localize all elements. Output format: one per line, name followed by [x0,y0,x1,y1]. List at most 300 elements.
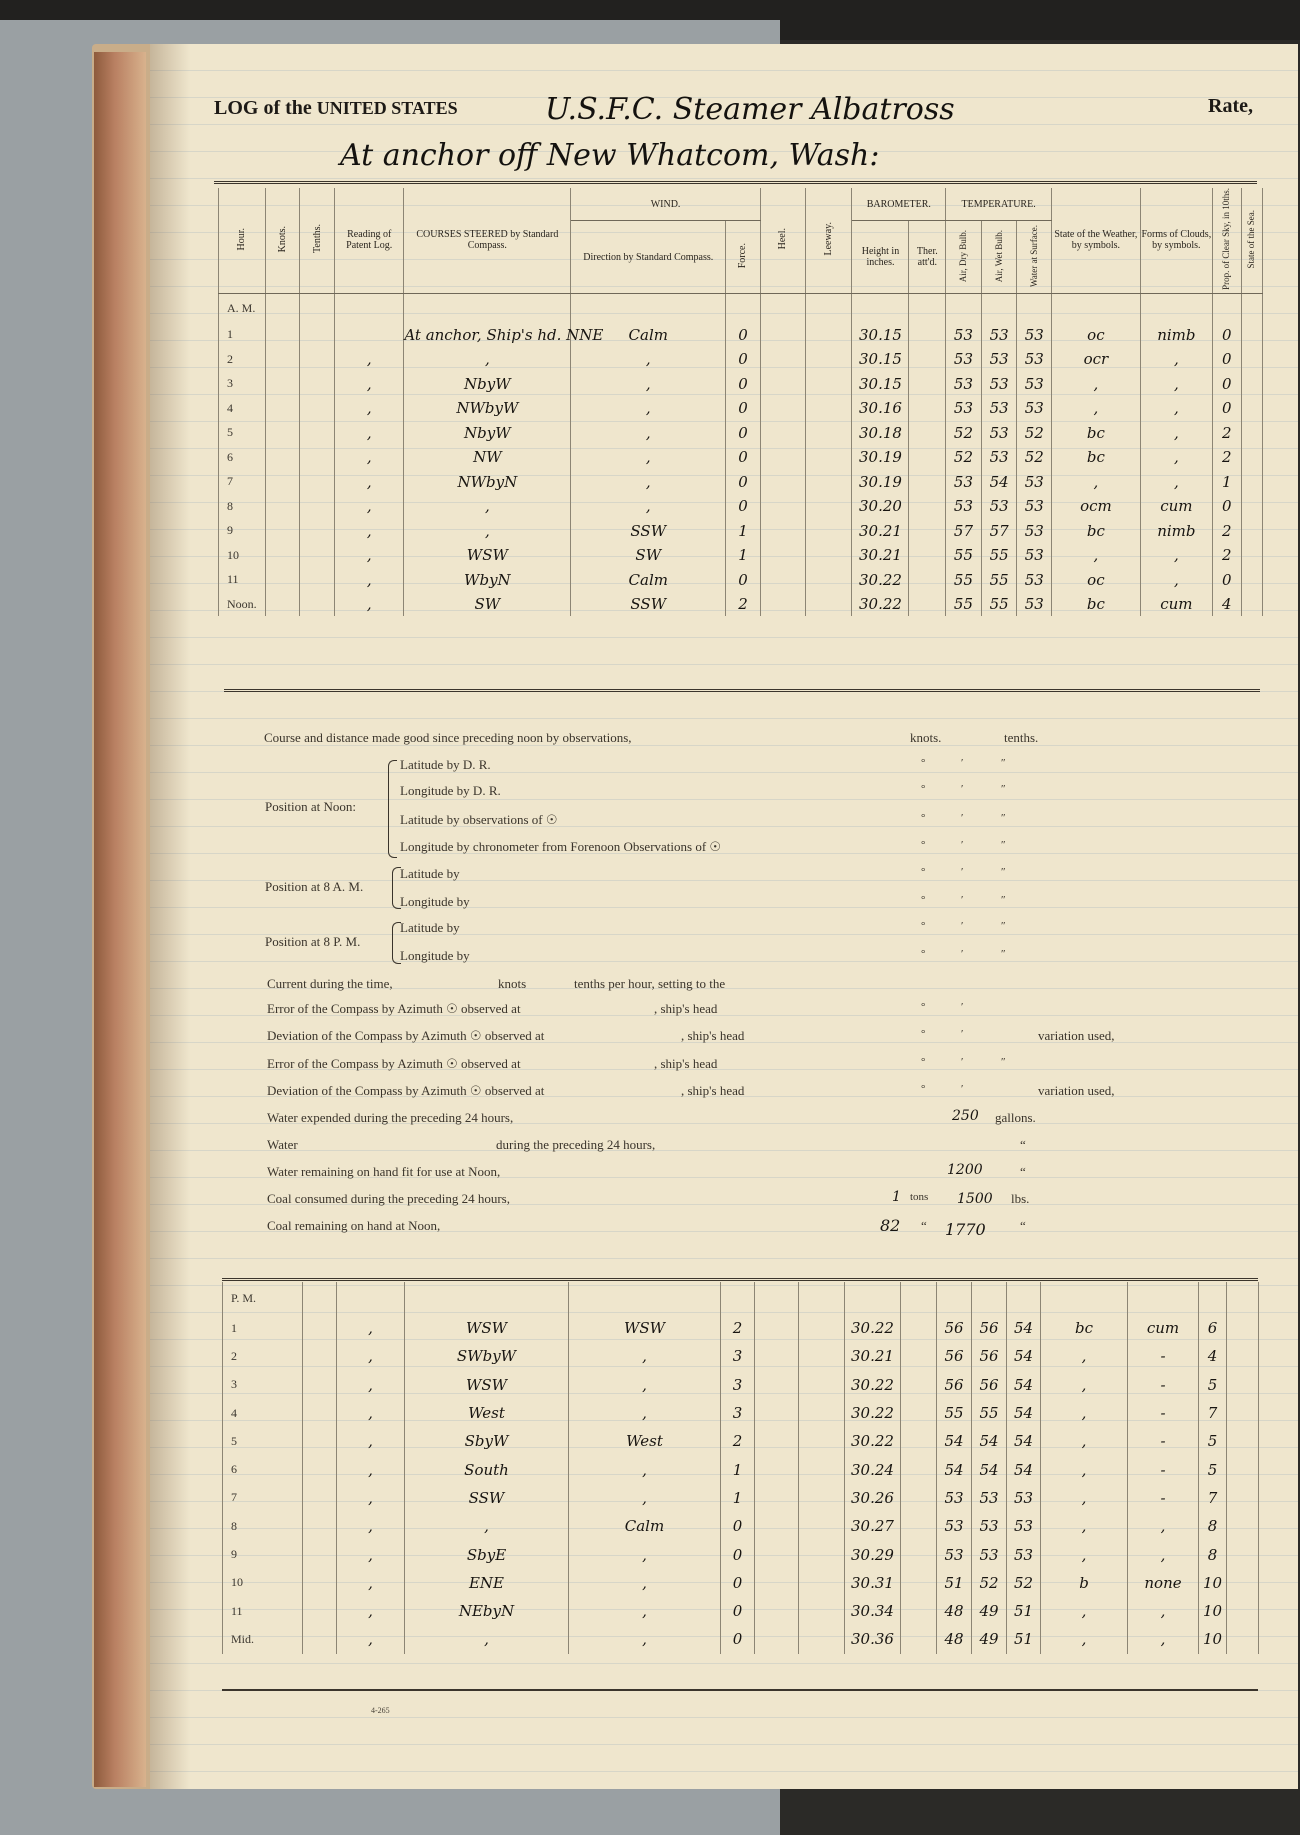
water-label: Water [267,1137,298,1152]
deg-mark: ° [921,839,926,851]
cell-log: , [335,592,404,617]
cell-clear: 0 [1213,567,1242,592]
deg-mark: ° [921,948,926,960]
current-knots: knots [498,976,527,991]
cell-log: , [335,567,404,592]
cell-clouds: none [1128,1569,1199,1597]
cell-hour: 11 [219,567,266,592]
cell-height: 30.18 [852,420,909,445]
latitude-obs: Latitude by observations of ☉ [400,812,558,827]
cell-force: 0 [726,420,761,445]
compass-deviation-1: Deviation of the Compass by Azimuth ☉ observed at [267,1028,545,1043]
deg-mark: ° [921,920,926,932]
cell-water: 53 [1017,518,1052,543]
cell-hour: 7 [223,1484,303,1512]
cell-wet: 57 [981,518,1017,543]
cell-clear: 4 [1213,592,1242,617]
cell-water: 53 [1017,347,1052,372]
deg-mark: ° [921,783,926,795]
cell-water: 53 [1017,592,1052,617]
log-row [219,396,1263,421]
cell-wind: , [569,1371,721,1399]
cell-log: , [337,1371,405,1399]
cell-weather: , [1041,1427,1128,1455]
cell-force: 3 [721,1342,755,1370]
cell-wet: 53 [981,494,1017,519]
cell-height: 30.15 [852,371,909,396]
cell-water: 51 [1007,1625,1041,1653]
cell-clouds: - [1128,1399,1199,1427]
cell-force: 0 [726,469,761,494]
cell-height: 30.16 [852,396,909,421]
cell-weather: oc [1052,567,1141,592]
cell-force: 1 [726,518,761,543]
cell-clouds: , [1140,371,1212,396]
cell-dry: 52 [946,445,982,470]
cell-force: 0 [721,1540,755,1568]
cell-wet: 53 [981,322,1017,347]
cell-height: 30.22 [852,567,909,592]
deg-mark: ° [921,1001,926,1013]
log-row [219,567,1263,592]
lbs-label: lbs. [1011,1191,1030,1206]
cell-hour: 2 [219,347,266,372]
cell-weather: oc [1052,322,1141,347]
cell-clouds: , [1128,1597,1199,1625]
cell-dry: 53 [946,322,982,347]
cell-course: South [405,1455,569,1483]
cell-height: 30.19 [852,469,909,494]
cell-course: NbyW [404,420,571,445]
cell-weather: , [1052,396,1141,421]
water-expended-value: 250 [952,1108,979,1124]
cell-hour: 7 [219,469,266,494]
cell-water: 52 [1017,420,1052,445]
cell-dry: 53 [946,396,982,421]
cell-hour: 11 [223,1597,303,1625]
cell-log: , [335,494,404,519]
cell-water: 54 [1007,1371,1041,1399]
cell-height: 30.21 [852,543,909,568]
sec-mark: ″ [1001,783,1006,795]
cell-force: 1 [721,1455,755,1483]
log-title: LOG of the UNITED STATES [214,97,458,119]
cell-wind: , [571,469,726,494]
cell-wind: , [571,445,726,470]
pm-log-rows [223,1282,1259,1654]
sec-mark: ″ [1001,948,1006,960]
ditto-mark: “ [1020,1218,1026,1233]
cell-clear: 5 [1199,1427,1227,1455]
cell-clear: 0 [1213,371,1242,396]
variation-2: variation used, [1038,1083,1115,1098]
log-row [223,1455,1259,1483]
cell-hour: 9 [219,518,266,543]
log-row [219,494,1263,519]
log-row [223,1597,1259,1625]
cell-wet: 53 [972,1512,1007,1540]
ships-head-4: , ship's head [681,1083,745,1098]
cell-water: 52 [1007,1569,1041,1597]
cell-dry: 48 [937,1625,972,1653]
min-mark: ′ [961,1056,964,1068]
book-spine [94,52,146,1787]
cell-wet: 55 [981,567,1017,592]
longitude-8pm: Longitude by [400,948,470,963]
cell-height: 30.34 [845,1597,901,1625]
pm-log-table [222,1282,1259,1654]
form-number: 4-265 [371,1706,390,1715]
cell-course: NbyW [404,371,571,396]
cell-clear: 1 [1213,469,1242,494]
cell-water: 54 [1007,1399,1041,1427]
cell-dry: 51 [937,1569,972,1597]
cell-water: 53 [1007,1484,1041,1512]
min-mark: ′ [961,783,964,795]
compass-deviation-2: Deviation of the Compass by Azimuth ☉ observed at [267,1083,545,1098]
sec-mark: ″ [1001,894,1006,906]
log-row [219,322,1263,347]
cell-clear: 2 [1213,543,1242,568]
cell-water: 53 [1007,1540,1041,1568]
coal-consumed-tons: 1 [892,1189,901,1205]
cell-course: ENE [405,1569,569,1597]
cell-course: NEbyN [405,1597,569,1625]
cell-clouds: cum [1140,592,1212,617]
cell-clouds: , [1140,420,1212,445]
cell-force: 0 [726,494,761,519]
cell-height: 30.24 [845,1455,901,1483]
log-row [223,1569,1259,1597]
cell-clouds: - [1128,1342,1199,1370]
cell-weather: ocm [1052,494,1141,519]
cell-log: , [335,396,404,421]
cell-wet: 53 [981,396,1017,421]
cell-wind: , [569,1597,721,1625]
cell-log: , [337,1399,405,1427]
cell-log: , [337,1314,405,1342]
cell-hour: Mid. [223,1625,303,1653]
cell-wet: 49 [972,1625,1007,1653]
log-row [223,1342,1259,1370]
coal-consumed-lbs: 1500 [957,1191,993,1207]
cell-wet: 55 [972,1399,1007,1427]
knots-label: knots. [910,730,942,745]
cell-clear: 5 [1199,1455,1227,1483]
coal-remaining-tons: 82 [880,1216,901,1235]
deg-mark: ° [921,812,926,824]
cell-wind: , [569,1569,721,1597]
cell-water: 53 [1007,1512,1041,1540]
cell-wind: Calm [569,1512,721,1540]
cell-hour: 9 [223,1540,303,1568]
cell-clouds: , [1140,396,1212,421]
cell-wet: 56 [972,1371,1007,1399]
cell-course: NW [404,445,571,470]
position-noon-label: Position at Noon: [265,799,357,814]
cell-clouds: - [1128,1371,1199,1399]
cell-clear: 7 [1199,1484,1227,1512]
cell-wind: , [571,347,726,372]
cell-log: , [335,445,404,470]
cell-hour: 1 [223,1314,303,1342]
cell-clear: 2 [1213,518,1242,543]
rate-label: Rate, [1208,95,1253,117]
cell-height: 30.29 [845,1540,901,1568]
cell-height: 30.27 [845,1512,901,1540]
cell-log: , [337,1512,405,1540]
latitude-dr: Latitude by D. R. [400,757,491,772]
cell-water: 53 [1017,396,1052,421]
cell-force: 2 [721,1427,755,1455]
cell-weather: ocr [1052,347,1141,372]
cell-force: 0 [726,396,761,421]
cell-water: 52 [1017,445,1052,470]
cell-wet: 53 [981,371,1017,396]
min-mark: ′ [961,839,964,851]
log-row [223,1314,1259,1342]
cell-dry: 53 [937,1484,972,1512]
min-mark: ′ [961,920,964,932]
sec-mark: ″ [1001,839,1006,851]
cell-clear: 2 [1213,445,1242,470]
cell-clear: 8 [1199,1512,1227,1540]
cell-water: 54 [1007,1455,1041,1483]
cell-force: 1 [726,543,761,568]
cell-wind: , [571,396,726,421]
pm-label: P. M. [223,1282,303,1314]
cell-hour: Noon. [219,592,266,617]
tenths-label: tenths. [1004,730,1039,745]
cell-wind: , [569,1484,721,1512]
cell-clear: 2 [1213,420,1242,445]
log-row [219,469,1263,494]
log-row [223,1484,1259,1512]
cell-dry: 56 [937,1314,972,1342]
sec-mark: ″ [1001,757,1006,769]
sec-mark: ″ [1001,1056,1006,1068]
cell-wet: 56 [972,1342,1007,1370]
cell-clear: 0 [1213,396,1242,421]
cell-wet: 52 [972,1569,1007,1597]
cell-clouds: , [1128,1512,1199,1540]
coal-remaining-lbs: 1770 [945,1220,986,1239]
cell-force: 1 [721,1484,755,1512]
cell-log: , [337,1569,405,1597]
log-row [219,445,1263,470]
cell-hour: 1 [219,322,266,347]
cell-log: , [335,347,404,372]
variation-1: variation used, [1038,1028,1115,1043]
cell-wet: 53 [981,445,1017,470]
cell-log: , [335,518,404,543]
cell-wind: , [569,1540,721,1568]
log-row [223,1540,1259,1568]
deg-mark: ° [921,1028,926,1040]
cell-clouds: - [1128,1484,1199,1512]
am-log-table: Hour. Knots. Tenths. Reading of Patent Log. COURSES STEERED by Standard Compass. WIND. Heel. Leeway. BAROMETER. TEMPERATURE. State of the Weather, by symbols. Forms of Clouds, by symbols. Prop. of Clear Sky, in 10ths. State of the Sea. Direction by Standard Compass. Force. Height in inches. Ther. att'd. Air, Dry Bulb. Air, Wet Bulb. Water at Surface. A. M. 1 At anchor, Ship's hd. NNE Calm 0 30.15 53 53 53 oc nimb 0 2 , , , 0 30.15 53 53 53 ocr , 0 3 , NbyW , 0 30.15 53 53 53 , , 0 4 , NWbyW , 0 30.16 53 53 53 , , 0 5 , NbyW , 0 30.18 52 53 52 bc , 2 6 , NW , 0 30.19 52 53 52 bc , 2 7 , NWbyN , 0 30.19 53 54 53 , , 1 8 , , , 0 30.20 53 53 53 ocm cum 0 9 , , SSW 1 30.21 57 57 53 bc nimb 2 10 , WSW SW 1 30.21 55 55 53 , , 2 11 , WbyN Calm 0 30.22 55 55 53 oc , 0 Noon. , SW SSW 2 30.22 55 55 53 bc cum 4 [218,188,1263,616]
cell-weather: bc [1041,1314,1128,1342]
cell-clouds: cum [1140,494,1212,519]
cell-log: , [337,1455,405,1483]
cell-wind: West [569,1427,721,1455]
min-mark: ′ [961,1001,964,1013]
min-mark: ′ [961,812,964,824]
deg-mark: ° [921,1083,926,1095]
cell-log: , [337,1484,405,1512]
cell-hour: 3 [223,1371,303,1399]
ditto-mark: “ [1020,1137,1026,1152]
cell-wind: , [569,1399,721,1427]
cell-wind: , [571,371,726,396]
current-tenths: tenths per hour, setting to the [574,976,726,991]
cell-dry: 57 [946,518,982,543]
cell-water: 53 [1017,469,1052,494]
min-mark: ′ [961,948,964,960]
cell-wet: 54 [981,469,1017,494]
ditto-mark: “ [921,1218,927,1233]
position-8am-label: Position at 8 A. M. [265,879,364,894]
cell-water: 54 [1007,1427,1041,1455]
cell-log: , [337,1342,405,1370]
cell-water: 53 [1017,543,1052,568]
coal-consumed-label: Coal consumed during the preceding 24 hours, [267,1191,510,1206]
cell-course: , [405,1625,569,1653]
cell-course: , [404,518,571,543]
cell-course: NWbyW [404,396,571,421]
cell-hour: 6 [219,445,266,470]
cell-force: 2 [726,592,761,617]
cell-wind: SSW [571,518,726,543]
longitude-dr: Longitude by D. R. [400,783,501,798]
cell-clouds: , [1128,1540,1199,1568]
cell-weather: bc [1052,592,1141,617]
min-mark: ′ [961,894,964,906]
latitude-8pm: Latitude by [400,920,460,935]
cell-wind: , [569,1625,721,1653]
cell-force: 3 [721,1399,755,1427]
cell-water: 51 [1007,1597,1041,1625]
cell-height: 30.22 [845,1399,901,1427]
cell-dry: 53 [937,1512,972,1540]
cell-course: WbyN [404,567,571,592]
cell-wind: SSW [571,592,726,617]
deg-mark: ° [921,866,926,878]
cell-force: 0 [726,445,761,470]
cell-height: 30.15 [852,347,909,372]
cell-dry: 56 [937,1371,972,1399]
cell-wind: , [569,1342,721,1370]
location-line: At anchor off New Whatcom, Wash: [340,138,880,173]
log-row [219,347,1263,372]
log-row [223,1625,1259,1653]
cell-weather: , [1041,1540,1128,1568]
cell-height: 30.26 [845,1484,901,1512]
cell-hour: 4 [223,1399,303,1427]
cell-hour: 8 [219,494,266,519]
log-row [223,1399,1259,1427]
cell-hour: 8 [223,1512,303,1540]
cell-course: WSW [405,1314,569,1342]
cell-log: , [337,1427,405,1455]
cell-dry: 55 [946,543,982,568]
cell-wet: 55 [981,543,1017,568]
am-label: A. M. [219,293,266,322]
cell-dry: 53 [946,347,982,372]
cell-wind: , [569,1455,721,1483]
cell-force: 0 [721,1597,755,1625]
min-mark: ′ [961,866,964,878]
cell-dry: 55 [946,567,982,592]
latitude-8am: Latitude by [400,866,460,881]
cell-weather: , [1041,1597,1128,1625]
compass-error-1: Error of the Compass by Azimuth ☉ observed at [267,1001,521,1016]
deg-mark: ° [921,894,926,906]
min-mark: ′ [961,1083,964,1095]
cell-clouds: , [1140,543,1212,568]
cell-clear: 0 [1213,322,1242,347]
cell-weather: b [1041,1569,1128,1597]
cell-height: 30.20 [852,494,909,519]
cell-dry: 54 [937,1455,972,1483]
cell-height: 30.31 [845,1569,901,1597]
cell-dry: 53 [937,1540,972,1568]
log-row [223,1371,1259,1399]
deg-mark: ° [921,1056,926,1068]
cell-water: 53 [1017,494,1052,519]
cell-course: At anchor, Ship's hd. NNE [404,322,571,347]
cell-dry: 56 [937,1342,972,1370]
cell-clouds: , [1128,1625,1199,1653]
cell-height: 30.22 [845,1427,901,1455]
cell-height: 30.22 [852,592,909,617]
cell-force: 3 [721,1371,755,1399]
cell-hour: 6 [223,1455,303,1483]
cell-weather: , [1041,1455,1128,1483]
cell-clear: 10 [1199,1597,1227,1625]
cell-course: SbyE [405,1540,569,1568]
cell-clouds: , [1140,567,1212,592]
ditto-mark: “ [1020,1164,1026,1179]
cell-wet: 55 [981,592,1017,617]
log-row [223,1512,1259,1540]
cell-course: , [405,1512,569,1540]
cell-clear: 8 [1199,1540,1227,1568]
cell-dry: 53 [946,469,982,494]
cell-course: SWbyW [405,1342,569,1370]
cell-force: 0 [721,1569,755,1597]
course-distance-label: Course and distance made good since preceding noon by observations, [264,730,632,745]
cell-clouds: - [1128,1427,1199,1455]
cell-clouds: - [1128,1455,1199,1483]
cell-clouds: , [1140,347,1212,372]
cell-clear: 6 [1199,1314,1227,1342]
cell-force: 2 [721,1314,755,1342]
cell-dry: 52 [946,420,982,445]
cell-clouds: , [1140,469,1212,494]
cell-hour: 4 [219,396,266,421]
ships-head-1: , ship's head [654,1001,718,1016]
cell-log: , [337,1625,405,1653]
cell-clear: 7 [1199,1399,1227,1427]
cell-course: SbyW [405,1427,569,1455]
cell-clouds: cum [1128,1314,1199,1342]
water-remaining-value: 1200 [947,1162,983,1178]
cell-wet: 49 [972,1597,1007,1625]
cell-dry: 54 [937,1427,972,1455]
cell-force: 0 [726,322,761,347]
coal-remaining-label: Coal remaining on hand at Noon, [267,1218,441,1233]
